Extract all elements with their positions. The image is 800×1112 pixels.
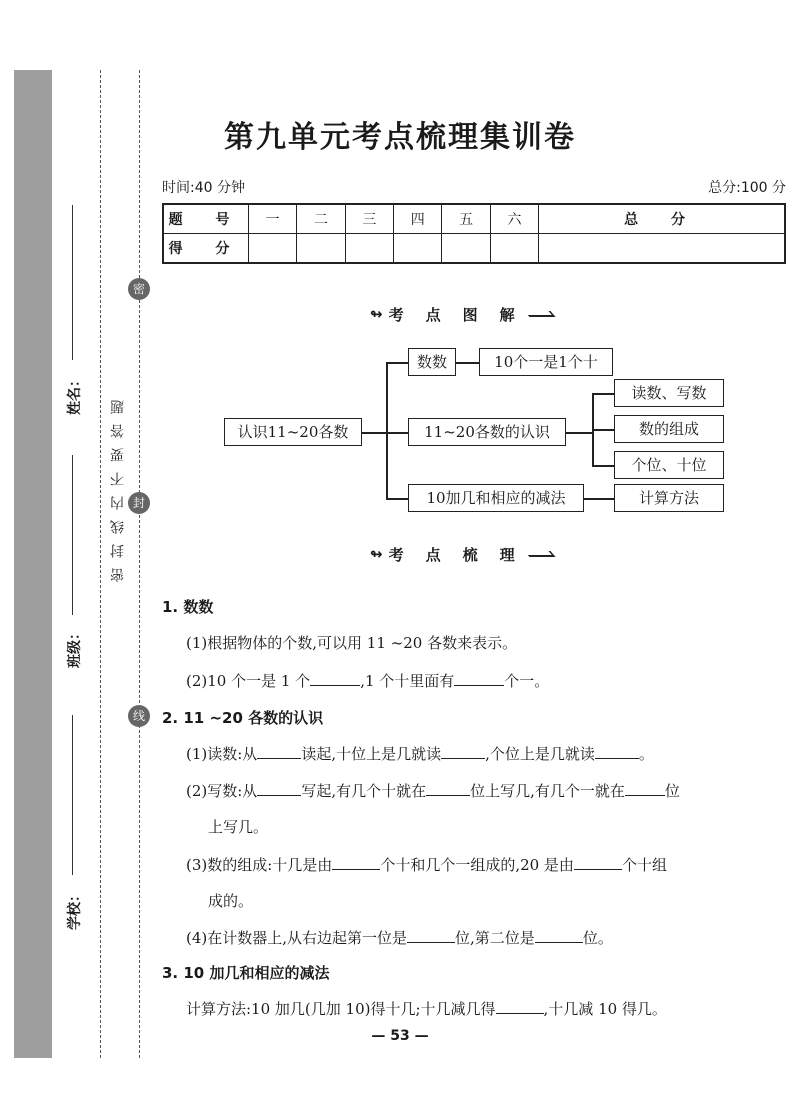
- connector: [456, 362, 479, 364]
- connector: [386, 498, 408, 500]
- answer-blank[interactable]: [595, 744, 639, 759]
- connector: [592, 465, 614, 467]
- text-segment: 计算方法:10 加几(几加 10)得十几;十几减几得: [186, 1000, 496, 1018]
- answer-blank[interactable]: [496, 999, 544, 1014]
- s2-item-4: [186, 927, 613, 948]
- connector: [592, 393, 614, 395]
- score-cell[interactable]: [345, 234, 393, 264]
- text-segment: (2)10 个一是 1 个: [186, 672, 311, 690]
- s1-item-2: [186, 670, 549, 691]
- score-cell[interactable]: [249, 234, 297, 264]
- text-segment: ,十几减 10 得几。: [543, 1000, 667, 1018]
- banner-review: [370, 541, 553, 567]
- mindmap-root: 认识11~20各数: [224, 418, 362, 446]
- page-number: — 53 —: [371, 1028, 429, 1044]
- name-label: 姓名：: [67, 373, 83, 415]
- mindmap-leaf-ten-ones: 10个一是1个十: [479, 348, 613, 376]
- score-table-header-cell: 四: [394, 204, 442, 234]
- text-segment: (2)写数:从: [186, 782, 258, 800]
- section-2-title: 2. 11 ~20 各数的认识: [162, 709, 324, 727]
- text-segment: 读起,十位上是几就读: [301, 745, 442, 763]
- connector: [362, 432, 386, 434]
- page-title: 第九单元考点梳理集训卷: [224, 120, 576, 155]
- text-segment: (3)数的组成:十几是由: [186, 856, 333, 874]
- score-table-header-cell: 六: [490, 204, 538, 234]
- school-line: [72, 715, 73, 875]
- mindmap-leaf-composition: 数的组成: [614, 415, 724, 443]
- s2-item-2-cont: 上写几。: [208, 818, 269, 836]
- total-score: 总分:100 分: [708, 180, 786, 196]
- seal-tag-mi: 密: [128, 278, 150, 300]
- text-segment: 位。: [582, 929, 613, 947]
- text-segment: 个十和几个一组成的,20 是由: [380, 856, 574, 874]
- s2-item-1: [186, 743, 654, 764]
- answer-blank[interactable]: [574, 855, 622, 870]
- score-cell[interactable]: [490, 234, 538, 264]
- text-segment: 位: [664, 782, 680, 800]
- text-segment: 位,第二位是: [455, 929, 535, 947]
- score-table-header-cell: 总 分: [539, 204, 785, 234]
- s2-item-3-cont: 成的。: [208, 892, 254, 910]
- banner-tail-icon: [524, 311, 555, 317]
- school-label: 学校：: [67, 888, 83, 930]
- cut-line-outer: [100, 70, 101, 1058]
- text-segment: 个十组: [621, 856, 667, 874]
- seal-tag-feng: 封: [128, 492, 150, 514]
- connector: [386, 362, 388, 499]
- score-table-header-cell: 题 号: [163, 204, 249, 234]
- answer-blank[interactable]: [535, 928, 583, 943]
- text-segment: (1)读数:从: [186, 745, 258, 763]
- mindmap-branch-recognition: 11~20各数的认识: [408, 418, 566, 446]
- score-table-header-cell: 五: [442, 204, 490, 234]
- score-table-header-row: [163, 204, 785, 234]
- banner-diagram: [370, 301, 553, 327]
- class-line: [72, 455, 73, 615]
- answer-blank[interactable]: [257, 744, 301, 759]
- binding-margin-strip: [14, 70, 52, 1058]
- cut-line-inner: [139, 70, 140, 1058]
- section-3-title: 3. 10 加几和相应的减法: [162, 964, 330, 982]
- text-segment: ,个位上是几就读: [485, 745, 595, 763]
- banner-tail-icon: [524, 551, 555, 557]
- score-cell[interactable]: [442, 234, 490, 264]
- banner-arrow-icon: ↬: [370, 305, 383, 323]
- score-cell[interactable]: [297, 234, 345, 264]
- text-segment: 个一。: [504, 672, 550, 690]
- mindmap-branch-add-subtract: 10加几和相应的减法: [408, 484, 584, 512]
- score-table-score-row: [163, 234, 785, 264]
- answer-blank[interactable]: [257, 781, 301, 796]
- connector: [566, 432, 592, 434]
- score-row-label: 得 分: [163, 234, 249, 264]
- mindmap-leaf-read-write: 读数、写数: [614, 379, 724, 407]
- answer-blank[interactable]: [454, 671, 504, 686]
- score-cell[interactable]: [394, 234, 442, 264]
- score-table: [162, 203, 786, 264]
- connector: [386, 362, 408, 364]
- text-segment: 写起,有几个十就在: [301, 782, 427, 800]
- answer-blank[interactable]: [441, 744, 485, 759]
- answer-blank[interactable]: [426, 781, 470, 796]
- text-segment: 位上写几,有几个一就在: [470, 782, 625, 800]
- time-limit: 时间:40 分钟: [162, 180, 245, 196]
- score-table-header-cell: 一: [249, 204, 297, 234]
- mindmap-leaf-method: 计算方法: [614, 484, 724, 512]
- mindmap-branch-counting: 数数: [408, 348, 456, 376]
- banner-diagram-text: 考点图解: [388, 305, 537, 324]
- text-segment: 。: [638, 745, 654, 763]
- answer-blank[interactable]: [310, 671, 360, 686]
- score-table-header-cell: 三: [345, 204, 393, 234]
- class-label: 班级：: [67, 626, 83, 668]
- answer-blank[interactable]: [625, 781, 665, 796]
- s2-item-3: [186, 854, 667, 875]
- answer-blank[interactable]: [407, 928, 455, 943]
- s2-item-2: [186, 780, 680, 801]
- banner-arrow-icon: ↬: [370, 545, 383, 563]
- mindmap-leaf-place-value: 个位、十位: [614, 451, 724, 479]
- s1-item-1: (1)根据物体的个数,可以用 11 ~20 各数来表示。: [186, 634, 518, 652]
- seal-instruction: 密封线内不要答题: [110, 390, 126, 582]
- score-cell[interactable]: [539, 234, 785, 264]
- connector: [386, 432, 408, 434]
- name-line: [72, 205, 73, 360]
- seal-tag-xian: 线: [128, 705, 150, 727]
- section-1-title: 1. 数数: [162, 598, 214, 616]
- banner-review-text: 考点梳理: [388, 545, 537, 564]
- s3-item-1: [186, 998, 667, 1019]
- connector: [592, 429, 614, 431]
- answer-blank[interactable]: [332, 855, 380, 870]
- score-table-header-cell: 二: [297, 204, 345, 234]
- text-segment: (4)在计数器上,从右边起第一位是: [186, 929, 408, 947]
- text-segment: ,1 个十里面有: [360, 672, 455, 690]
- connector: [584, 498, 614, 500]
